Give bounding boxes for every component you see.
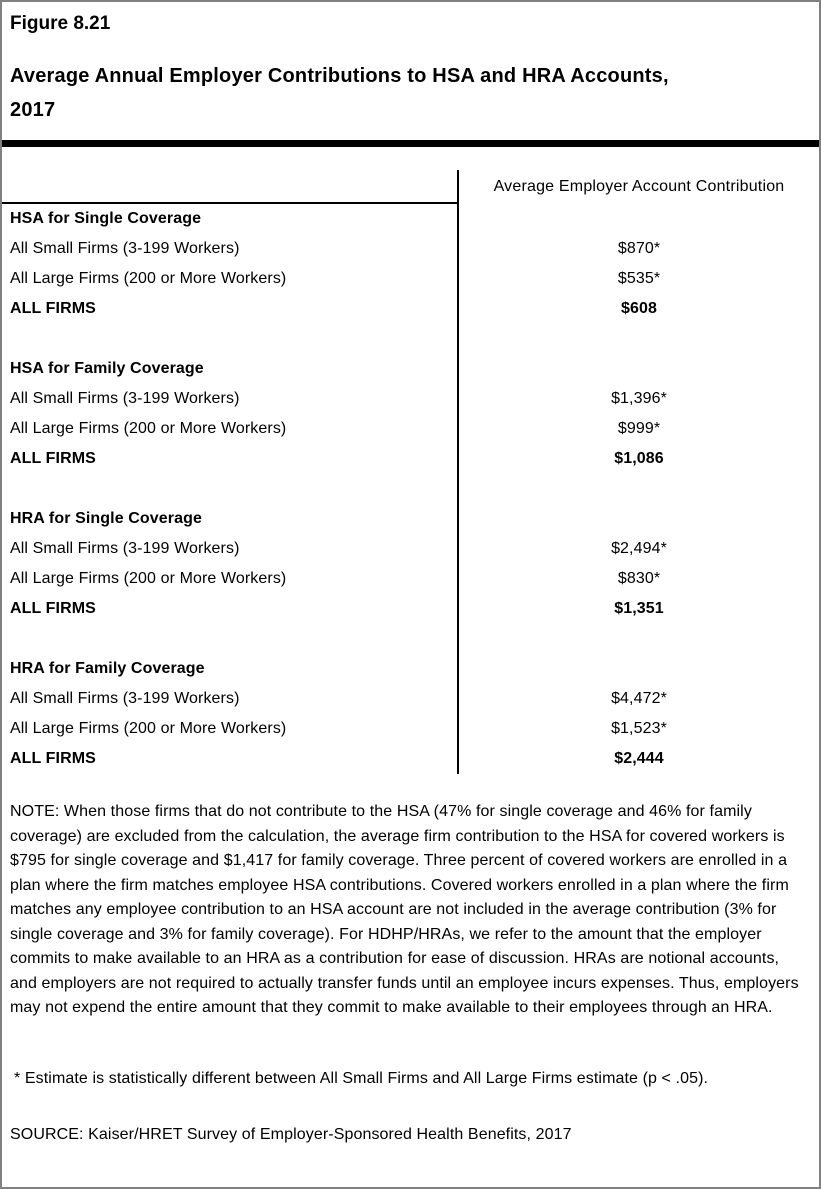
table-row [2,564,819,594]
spacer-row [2,474,819,504]
table-row [2,294,819,324]
spacer-cell [457,324,819,354]
section-heading-value-cell [457,204,819,234]
note-text: NOTE: When those firms that do not contribute to the HSA (47% for single coverage and 46% for family coverage) are excluded from the calculation, the average firm contribution to the HSA for covered workers is $795 for single coverage and $1,417 for family coverage. Three percent of covered workers are enrolled in a plan where the firm matches employee HSA contributions. Covered workers enrolled in a plan where the firm matches any employee contribution to an HSA account are not included in the average contribution (3% for single coverage and 3% for family coverage). For HDHP/HRAs, we refer to the amount that the employer commits to make available to an HRA as a contribution for ease of discussion. HRAs are notional accounts, and employers are not required to actually transfer funds until an employee incurs expenses. Thus, employers may not expend the entire amount that they commit to make available to their employees through an HRA. [10,803,799,1016]
spacer-cell [2,624,457,654]
table-row [2,684,819,714]
spacer-cell [2,324,457,354]
row-label: ALL FIRMS [10,450,96,467]
row-label: All Small Firms (3-199 Workers) [10,240,240,257]
table-header-row [2,170,819,204]
row-value: $4,472* [457,684,819,714]
table-row [2,384,819,414]
source-text: SOURCE: Kaiser/HRET Survey of Employer-Sponsored Health Benefits, 2017 [10,1125,572,1143]
figure-title-line1: Average Annual Employer Contributions to HSA and HRA Accounts, [10,65,669,87]
row-value: $608 [457,294,819,324]
section-heading-value-cell [457,654,819,684]
section-heading: HSA for Family Coverage [10,360,204,377]
spacer-row [2,624,819,654]
row-value: $2,444 [457,744,819,774]
header-empty-cell [2,170,457,204]
section-heading: HSA for Single Coverage [10,210,202,227]
section-heading-value-cell [457,504,819,534]
figure-title [10,59,811,127]
row-label: ALL FIRMS [10,600,96,617]
row-label: All Small Firms (3-199 Workers) [10,540,240,557]
table-row [2,594,819,624]
spacer-cell [457,474,819,504]
section-heading-row [2,204,819,234]
row-label: All Large Firms (200 or More Workers) [10,420,287,437]
section-heading-row [2,654,819,684]
table-row [2,414,819,444]
spacer-cell [2,474,457,504]
row-label: ALL FIRMS [10,750,96,767]
row-label: All Large Firms (200 or More Workers) [10,720,287,737]
row-label: All Large Firms (200 or More Workers) [10,570,287,587]
row-value: $1,396* [457,384,819,414]
row-value: $1,086 [457,444,819,474]
section-heading-value-cell [457,354,819,384]
row-value: $535* [457,264,819,294]
table-row [2,444,819,474]
row-label: All Small Firms (3-199 Workers) [10,690,240,707]
row-value: $1,523* [457,714,819,744]
section-heading-row [2,354,819,384]
row-label: All Small Firms (3-199 Workers) [10,390,240,407]
spacer-cell [457,624,819,654]
spacer-row [2,324,819,354]
table-row [2,264,819,294]
figure-label: Figure 8.21 [10,13,111,34]
row-value: $870* [457,234,819,264]
row-value: $830* [457,564,819,594]
table-row [2,234,819,264]
asterisk-footnote-text: * Estimate is statistically different between All Small Firms and All Large Firms estimate (p < .05). [14,1069,709,1087]
footnotes-block [10,800,807,1147]
row-label: All Large Firms (200 or More Workers) [10,270,287,287]
figure-title-line2: 2017 [10,99,56,121]
row-value: $2,494* [457,534,819,564]
row-value: $1,351 [457,594,819,624]
section-heading: HRA for Single Coverage [10,510,202,527]
row-value: $999* [457,414,819,444]
table-row [2,744,819,774]
section-heading: HRA for Family Coverage [10,660,205,677]
section-heading-row [2,504,819,534]
contribution-table [2,170,819,774]
row-label: ALL FIRMS [10,300,96,317]
table-row [2,714,819,744]
table-row [2,534,819,564]
title-divider-rule [2,140,819,147]
value-column-header: Average Employer Account Contribution [457,170,819,204]
